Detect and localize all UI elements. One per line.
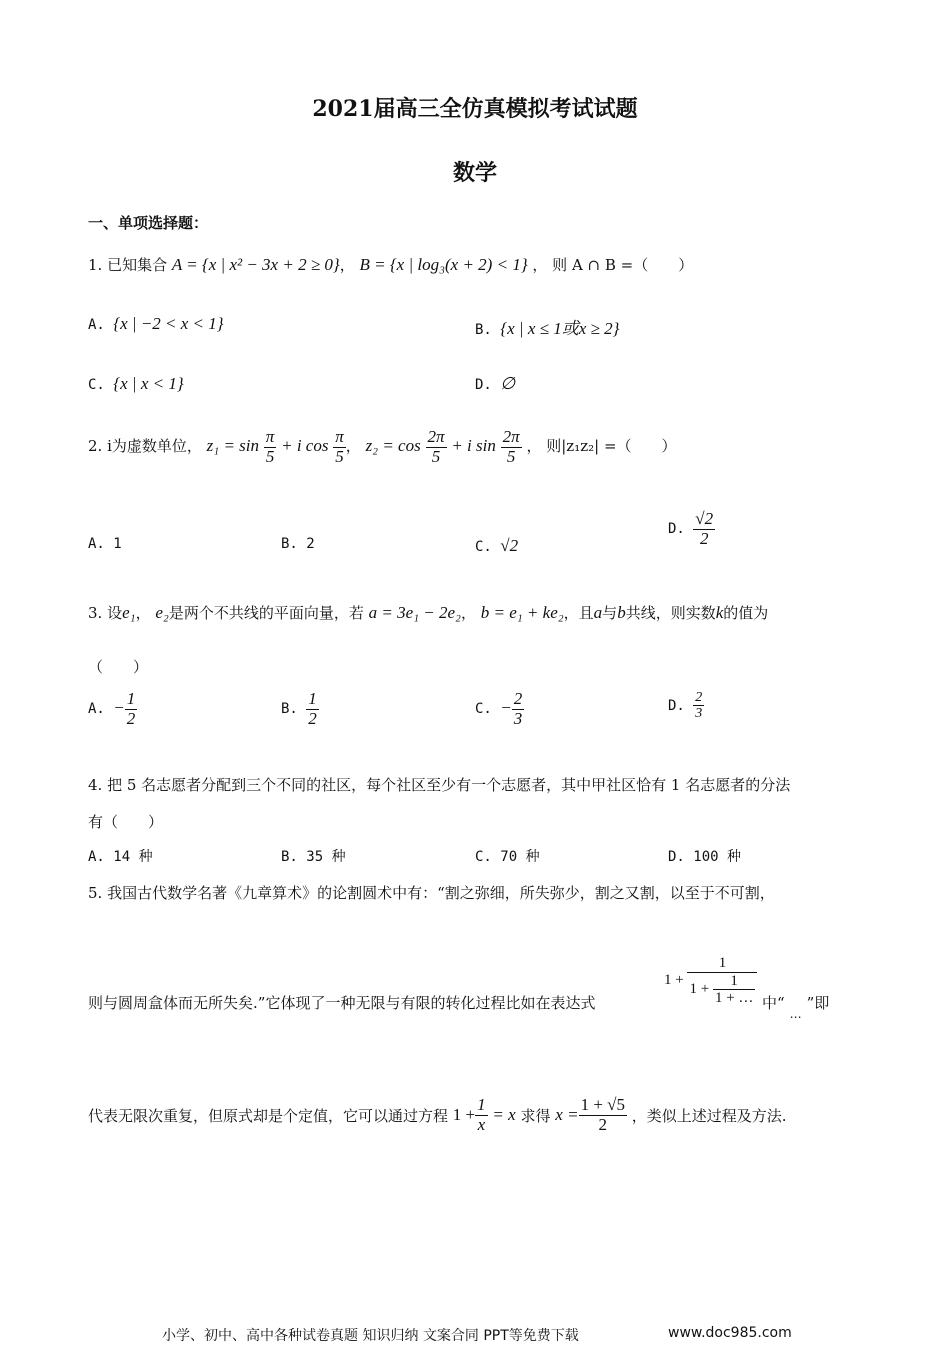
option-text: {x | x < 1} xyxy=(113,374,184,393)
q3-prefix: 3. 设 xyxy=(88,604,123,622)
q2-option-d[interactable] xyxy=(668,510,715,548)
quote-close: ”即 xyxy=(806,994,830,1012)
q3-a: a xyxy=(593,603,603,622)
q3-mid2: ，且 xyxy=(563,604,594,622)
option-label: B. xyxy=(281,536,298,552)
q3-mid3: 共线，则实数 xyxy=(625,604,716,622)
frac-num: 1 xyxy=(687,955,757,973)
q3-option-b[interactable] xyxy=(281,690,319,728)
q5-line-1: 5. 我国古代数学名著《九章算术》的论割圆术中有：“割之弥细，所失弥少，割之又割，以至于不可割， xyxy=(88,884,775,902)
footer-text: 小学、初中、高中各种试卷真题 知识归纳 文案合同 PPT等免费下载 xyxy=(162,1328,579,1344)
q2-z1-lhs: z₁ = sin xyxy=(206,436,260,456)
q3-a-expr: a = 3e₁ − 2e₂ xyxy=(368,603,461,622)
option-label: D. xyxy=(668,521,685,538)
section-heading: 一、单项选择题： xyxy=(88,214,209,232)
option-text: 70 种 xyxy=(500,849,540,865)
q1-option-d[interactable] xyxy=(475,374,515,394)
option-label: D. xyxy=(668,849,685,865)
frac-num: π xyxy=(335,427,344,446)
q3-e1: e₁ xyxy=(122,603,136,622)
eq-frac xyxy=(475,1096,488,1134)
option-label: B. xyxy=(475,322,492,338)
q3-b: b xyxy=(617,603,626,622)
q3-mid1: 是两个不共线的平面向量，若 xyxy=(168,604,364,622)
continued-fraction xyxy=(664,955,757,1007)
q2-z2-lhs: z₂ = cos xyxy=(365,436,421,456)
q2-z2-frac2 xyxy=(501,428,522,466)
q3-option-d[interactable] xyxy=(668,690,704,722)
q4-line-1: 4. 把 5 名志愿者分配到三个不同的社区，每个社区至少有一个志愿者，其中甲社区恰有 1 名志愿者的分法 xyxy=(88,776,791,794)
option-text: √2 xyxy=(500,536,519,555)
frac-den: 5 xyxy=(335,446,344,466)
q3-option-a[interactable] xyxy=(88,690,137,728)
frac-den: 3 xyxy=(513,708,523,728)
solution-frac xyxy=(579,1096,627,1134)
frac-num: 2 xyxy=(695,690,703,705)
q1-tail: ， 则 A ∩ B =（ ） xyxy=(532,256,694,274)
frac-den: 1 + … xyxy=(714,990,754,1006)
q1-option-b[interactable] xyxy=(475,314,619,339)
q2-z1-frac1 xyxy=(264,428,277,466)
frac-den: 2 xyxy=(308,708,317,728)
q5-line3-c: ，类似上述过程及方法. xyxy=(631,1106,787,1125)
frac-den: 2 xyxy=(126,708,136,728)
frac-den: 2 xyxy=(699,528,709,548)
option-label: C. xyxy=(475,701,492,718)
option-text: ∅ xyxy=(500,374,516,393)
q1-prefix: 1. 已知集合 xyxy=(88,256,168,274)
frac-num: 1 xyxy=(126,689,136,708)
q1-comma: ， xyxy=(339,256,355,274)
q4-option-d[interactable] xyxy=(668,846,741,866)
frac-den: 2 xyxy=(598,1114,608,1134)
q5-line3-a: 代表无限次重复，但原式却是个定值，它可以通过方程 xyxy=(88,1106,449,1125)
subject-title: 数学 xyxy=(452,160,497,186)
q2-option-b[interactable] xyxy=(281,536,315,552)
eq-rhs: = x xyxy=(492,1105,516,1125)
q4-option-a[interactable] xyxy=(88,846,153,866)
q1-set-a: A = {x | x² − 3x + 2 ≥ 0} xyxy=(171,255,340,274)
option-sign: − xyxy=(113,698,125,718)
frac-den: 5 xyxy=(506,446,516,466)
option-fraction xyxy=(693,690,704,722)
q3-answer-paren: （ ） xyxy=(88,658,149,676)
frac-den: 5 xyxy=(265,446,275,466)
option-text: {x | −2 < x < 1} xyxy=(113,314,224,333)
frac-num: π xyxy=(265,427,275,446)
q1-option-a[interactable] xyxy=(88,314,224,334)
frac-num: 2 xyxy=(513,689,523,708)
frac-num: 2π xyxy=(502,427,520,446)
option-sign: − xyxy=(500,698,512,718)
option-text: 2 xyxy=(306,536,315,552)
frac-den: 5 xyxy=(431,446,441,466)
option-label: C. xyxy=(475,849,492,865)
option-text: 14 种 xyxy=(113,849,153,865)
frac-num: 1 xyxy=(477,1095,486,1114)
option-text: {x | x ≤ 1或x ≥ 2} xyxy=(500,319,620,338)
q3-b-expr: b = e₁ + ke₂ xyxy=(480,603,564,622)
option-label: A. xyxy=(88,536,105,552)
q5-line-2: 则与圆周盒体而无所失矣.”它体现了一种无限与有限的转化过程比如在表达式 xyxy=(88,994,596,1012)
question-2: 2. i为虚数单位， z₁ = sin $\frac{\pi}{5}$ + i cos $\frac{\pi}{5}$ ， z₂ = cos $\frac{2\pi}{5}$ + i sin $\frac{2\pi}{5}$ ， 则|z₁z₂| =（ ） xyxy=(88,427,677,466)
question-3: 3. 设e₁， e₂是两个不共线的平面向量，若 a = 3e₁ − 2e₂， b = e₁ + ke₂，且a与b共线，则实数k的值为 xyxy=(88,603,769,622)
option-label: D. xyxy=(668,697,685,714)
frac-num: 1 xyxy=(713,973,755,991)
option-label: C. xyxy=(475,539,492,555)
option-text: 1 xyxy=(113,536,122,552)
option-label: B. xyxy=(281,701,298,718)
option-label: A. xyxy=(88,317,105,333)
option-fraction xyxy=(693,510,715,548)
q2-z1-frac2 xyxy=(333,428,346,466)
q4-option-c[interactable] xyxy=(475,846,540,866)
ellipsis: … xyxy=(789,1007,802,1021)
page-title: 2021届高三全仿真模拟考试试题 xyxy=(312,96,638,122)
q5-line-2-tail xyxy=(762,992,830,1021)
q3-option-c[interactable] xyxy=(475,690,524,728)
option-label: A. xyxy=(88,701,105,718)
option-label: C. xyxy=(88,377,105,393)
option-fraction xyxy=(512,690,525,728)
eq-one: 1 + xyxy=(452,1105,476,1125)
frac-den: x xyxy=(477,1114,486,1134)
q3-e2: e₂ xyxy=(155,603,169,622)
q2-z2-mid: + i sin xyxy=(451,436,496,456)
option-label: D. xyxy=(475,377,492,393)
q5-line3-b: 求得 xyxy=(520,1106,551,1125)
option-text: 100 种 xyxy=(693,849,742,865)
cf-one: 1 + xyxy=(664,972,684,989)
q5-line-3 xyxy=(88,1096,787,1134)
q4-line-2: 有（ ） xyxy=(88,813,164,831)
question-1 xyxy=(88,254,693,275)
option-label: A. xyxy=(88,849,105,865)
q1-set-b: B = {x | log₃(x + 2) < 1} xyxy=(359,255,528,274)
q3-k: k xyxy=(715,603,724,622)
option-fraction xyxy=(306,690,319,728)
cf-outer-frac xyxy=(687,955,757,1007)
q2-option-a[interactable] xyxy=(88,536,122,552)
cf-inner-frac xyxy=(713,973,755,1007)
q1-option-c[interactable] xyxy=(88,374,184,394)
q4-option-b[interactable] xyxy=(281,846,346,866)
option-fraction xyxy=(125,690,138,728)
quote-open: 中“ xyxy=(762,994,785,1012)
footer-site-link[interactable]: www.doc985.com xyxy=(668,1325,792,1341)
q3-yu: 与 xyxy=(602,604,618,622)
frac-num: 2π xyxy=(427,427,445,446)
frac-den: 3 xyxy=(695,706,703,722)
option-label: B. xyxy=(281,849,298,865)
x-eq: x = xyxy=(555,1105,579,1125)
q2-tail: ， 则|z₁z₂| =（ ） xyxy=(526,437,677,456)
cf-inner-one: 1 + xyxy=(689,981,710,998)
q2-prefix: 2. i为虚数单位， xyxy=(88,437,202,456)
q2-z1-mid: + i cos xyxy=(281,436,329,456)
frac-num: 1 + √5 xyxy=(580,1095,625,1114)
q2-option-c[interactable] xyxy=(475,536,518,556)
option-text: 35 种 xyxy=(306,849,346,865)
frac-num: √2 xyxy=(695,509,714,528)
cf-outer-den xyxy=(687,973,757,1007)
frac-num: 1 xyxy=(308,689,317,708)
q3-tail: 的值为 xyxy=(723,604,769,622)
q2-z2-frac1 xyxy=(426,428,447,466)
